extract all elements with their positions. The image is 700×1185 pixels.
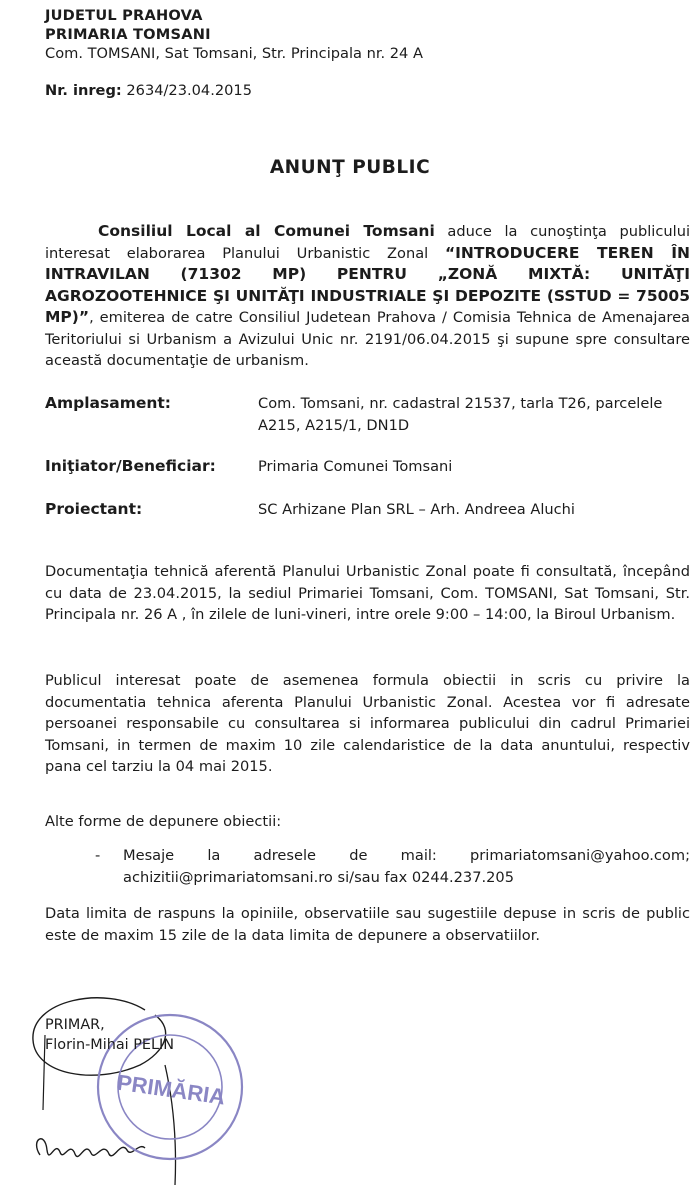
project-name: “INTRODUCERE TEREN ÎN INTRAVILAN (71302 MP) PENTRU „ZONĂ MIXTĂ: UNITĂŢI AGROZOOTEHNICE ŞI UNITĂŢI INDUSTRIALE ŞI DEPOZITE (SSTUD = 75005 MP)” bbox=[45, 243, 690, 326]
other-forms-paragraph: Alte forme de depunere obiectii: bbox=[45, 813, 282, 830]
registration-number bbox=[45, 80, 252, 102]
intro-text-1: aduce la cunoştinţa publicului interesat elaborarea Planului Urbanistic Zonal bbox=[45, 223, 690, 262]
location-label: Amplasament: bbox=[45, 394, 172, 412]
response-deadline-paragraph: Data limita de raspuns la opiniile, observatiile sau sugestiile depuse in scris de public este de maxim 15 zile de la data limita de depunere a observatiilor. bbox=[45, 905, 690, 944]
consultation-paragraph: Documentaţia tehnică aferentă Planului Urbanistic Zonal poate fi consultată, începând cu data de 23.04.2015, la sediul Primariei Tomsani, Com. TOMSANI, Sat Tomsani, Str. Principala nr. 26 A , în zilele de luni-vineri, intre orele 9:00 – 14:00, la Biroul Urbanism. bbox=[45, 563, 690, 623]
initiator-value: Primaria Comunei Tomsani bbox=[258, 458, 453, 475]
signature-block bbox=[45, 1015, 174, 1055]
document-header bbox=[45, 6, 423, 63]
designer-value: SC Arhizane Plan SRL – Arh. Andreea Aluchi bbox=[258, 501, 575, 518]
county-name: JUDETUL PRAHOVA bbox=[45, 7, 203, 24]
designer-label: Proiectant: bbox=[45, 500, 143, 518]
signature-role: PRIMAR, bbox=[45, 1017, 105, 1033]
bullet-line-1: Mesaje la adresele de mail: primariatomsani@yahoo.com; bbox=[123, 847, 690, 864]
objections-paragraph: Publicul interesat poate de asemenea formula obiectii in scris cu privire la documentatia tehnica aferenta Planului Urbanistic Zonal. Acestea vor fi adresate persoanei responsabile cu consultarea si informarea publicului din cadrul Primariei Tomsani, in termen de maxim 10 zile calendaristice de la data anuntului, respectiv pana cel tarziu la 04 mai 2015. bbox=[45, 672, 690, 775]
signature-name: Florin-Mihai PELIN bbox=[45, 1037, 175, 1053]
location-value: Com. Tomsani, nr. cadastral 21537, tarla T26, parcelele A215, A215/1, DN1D bbox=[258, 395, 663, 434]
registration-value: 2634/23.04.2015 bbox=[121, 82, 252, 99]
registration-label: Nr. inreg: bbox=[45, 82, 122, 99]
townhall-address: Com. TOMSANI, Sat Tomsani, Str. Principala nr. 24 A bbox=[45, 45, 423, 62]
townhall-name: PRIMARIA TOMSANI bbox=[45, 26, 211, 43]
intro-text-2: , emiterea de catre Consiliul Judetean Prahova / Comisia Tehnica de Amenajarea Teritoriului si Urbanism a Avizului Unic nr. 2191/06.04.2015 şi supune spre consultare această documentaţie de urbanism. bbox=[45, 309, 690, 369]
initiator-label: Iniţiator/Beneficiar: bbox=[45, 457, 216, 475]
intro-paragraph bbox=[45, 221, 690, 372]
bullet-line-2: achizitii@primariatomsani.ro si/sau fax 0244.237.205 bbox=[123, 869, 514, 886]
bullet-marker: - bbox=[95, 847, 101, 864]
page-title: ANUNŢ PUBLIC bbox=[269, 157, 431, 178]
stamp-text: PRIMĂRIA bbox=[115, 1069, 227, 1110]
intro-subject: Consiliul Local al Comunei Tomsani bbox=[98, 222, 435, 240]
